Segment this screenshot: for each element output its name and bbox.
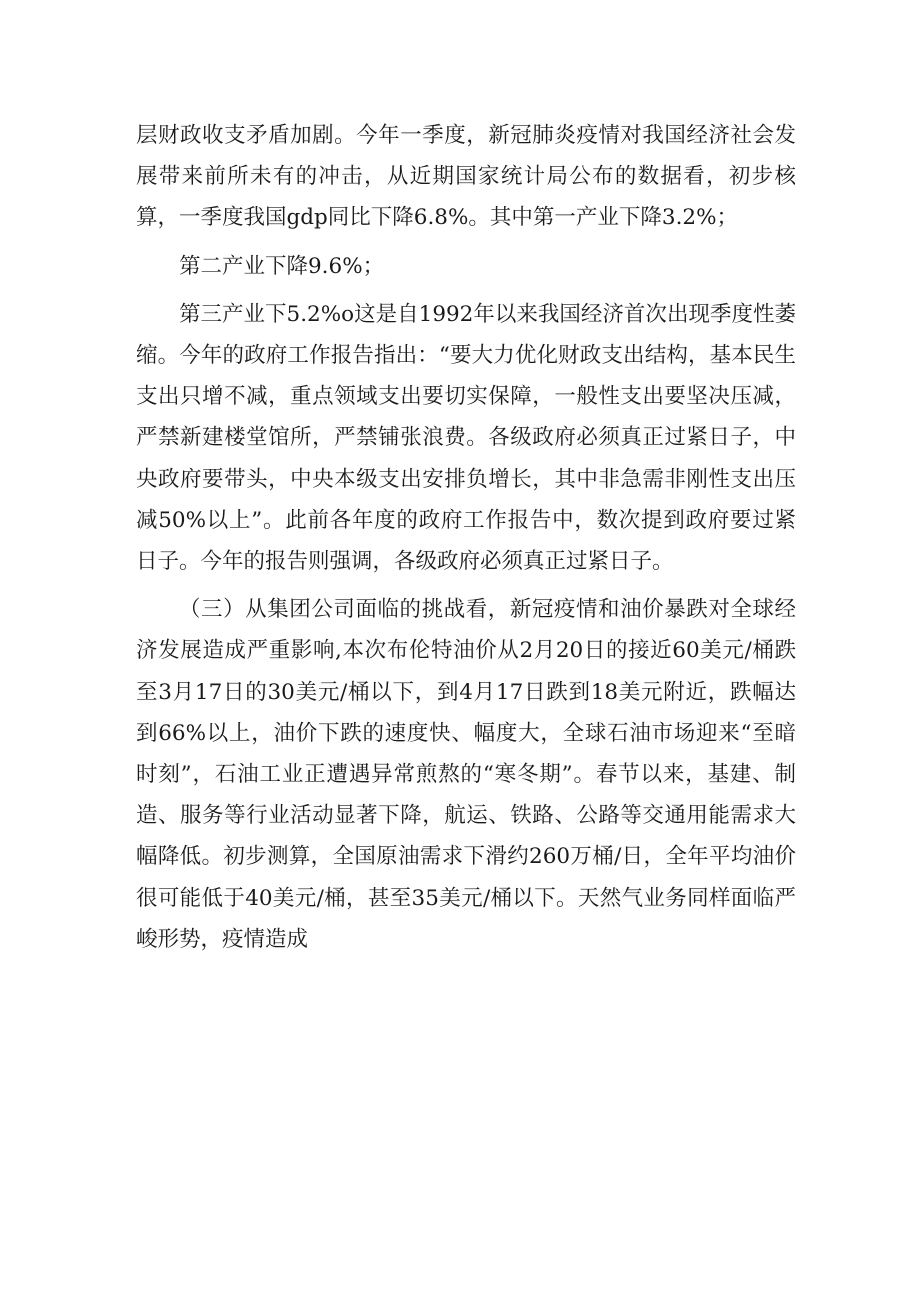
paragraph-revenue-contradiction: 层财政收支矛盾加剧。今年一季度，新冠肺炎疫情对我国经济社会发展带来前所未有的冲击，从近期国家统计局公布的数据看，初步核算，一季度我国gdp同比下降6.8%。其中第一产业下降3.2%； <box>136 123 796 231</box>
paragraph-tertiary-industry: 第三产业下5.2%o这是自1992年以来我国经济首次出现季度性萎缩。今年的政府工作报告指出：“要大力优化财政支出结构，基本民生支出只增不减，重点领域支出要切实保障，一般性支出要坚决压减，严禁新建楼堂馆所，严禁铺张浪费。各级政府必须真正过紧日子，中央政府要带头，中央本级支出安排负增长，其中非急需非刚性支出压减50%以上”。此前各年度的政府工作报告中，数次提到政府要过紧日子。今年的报告则强调，各级政府必须真正过紧日子。 <box>136 301 796 575</box>
paragraph-secondary-industry: 第二产业下降9.6%； <box>179 253 385 279</box>
document-body <box>136 115 796 960</box>
paragraph-group-challenges: （三）从集团公司面临的挑战看，新冠疫情和油价暴跌对全球经济发展造成严重影响,本次布伦特油价从2月20日的接近60美元/桶跌至3月17日的30美元/桶以下，到4月17日跌到18美元附近，跌幅达到66%以上，油价下跌的速度快、幅度大，全球石油市场迎来“至暗时刻”，石油工业正遭遇异常煎熬的“寒冬期”。春节以来，基建、制造、服务等行业活动显著下降，航运、铁路、公路等交通用能需求大幅降低。初步测算，全国原油需求下滑约260万桶/日，全年平均油价很可能低于40美元/桶，甚至35美元/桶以下。天然气业务同样面临严峻形势，疫情造成 <box>136 597 796 952</box>
